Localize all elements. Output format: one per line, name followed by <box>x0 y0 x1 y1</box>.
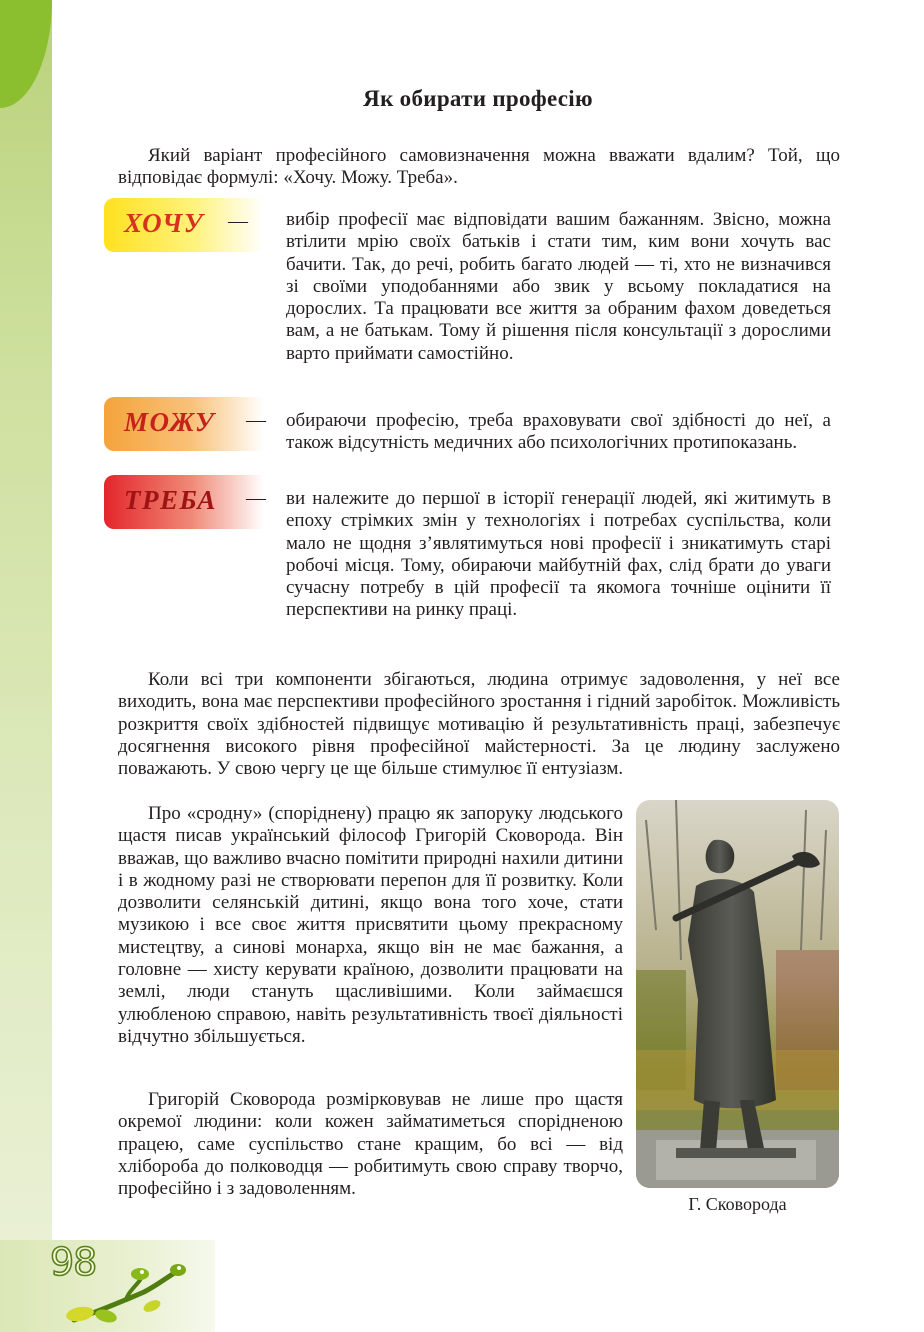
definition-want <box>286 209 831 365</box>
term-badge-want <box>104 198 264 252</box>
definition-need-text: ви належите до першої в історії генерації людей, які житимуть в епоху стрімких змін у технологіях і потребах суспільства, коли мало не щодня з’являтимуться нові професії і зникатимуть старі робочі місця. Тому, обираючи майбутній фах, слід брати до уваги сучасну потребу в цій професії та якомога точніше оцінити її перспективи на ринку праці. <box>286 488 831 621</box>
skovoroda-statue-photo <box>636 800 839 1188</box>
term-dash: — <box>228 210 248 232</box>
definition-can-text: обираючи професію, треба враховувати свої здібності до неї, а також відсутність медичних або психологічних протипоказань. <box>286 410 831 454</box>
definition-want-text: вибір професії має відповідати вашим бажанням. Звісно, можна втілити мрію своїх батьків і стати тим, ким вони хочуть вас бачити. Так, до речі, робить багато людей — ті, хто не визначився зі своїми уподобаннями або звик у всьому покладатися на дорослих. Та працювати все життя за обраним фахом доведеться вам, а не батькам. Тому й рішення після консультації з дорослими варто приймати самостійно. <box>286 209 831 364</box>
intro-paragraph: Який варіант професійного самовизначення можна вважати вдалим? Той, що відповідає формулі: «Хочу. Можу. Треба». <box>118 145 840 189</box>
term-need: ТРЕБА <box>124 485 217 515</box>
definition-can <box>286 410 831 455</box>
page-number: 98 <box>50 1240 97 1284</box>
photo-caption: Г. Сковорода <box>688 1194 787 1214</box>
term-dash: — <box>246 487 266 509</box>
page-title: Як обирати професію <box>363 86 593 111</box>
sprout-icon <box>66 1262 196 1324</box>
term-dash: — <box>246 409 266 431</box>
term-want: ХОЧУ <box>124 208 205 238</box>
term-badge-can <box>104 397 264 451</box>
term-can: МОЖУ <box>124 407 216 437</box>
side-decor-band <box>0 0 52 1240</box>
summary-paragraph: Коли всі три компоненти збігаються, людина отримує задоволення, у неї все виходить, вона має перспективи професійного зростання і гідний заробіток. Можливість розкриття своїх здібностей підвищує мотивацію й результативність праці, забезпечує досягнення високого рівня професійної майстерності. За це людину заслужено поважають. У свою чергу це ще більше стимулює її ентузіазм. <box>118 669 840 780</box>
term-badge-need <box>104 475 264 529</box>
skovoroda-paragraph-2: Григорій Сковорода розмірковував не лише про щастя окремої людини: коли кожен займатиметься спорідненою працею, саме суспільство стане кращим, бо всі — від хлібороба до полководця — робитимуть свою справу творчо, професійно і з задоволенням. <box>118 1089 623 1200</box>
definition-need <box>286 488 831 622</box>
skovoroda-paragraph-1: Про «сродну» (споріднену) працю як запоруку людського щастя писав український філософ Григорій Сковорода. Він вважав, що важливо вчасно помітити природні нахили дитини і в жодному разі не створювати перепон для її розвитку. Коли дозволити селянській дитині, якщо вона того хоче, стати музикою і все своє життя присвятити цьому прекрасному мистецтву, а синові монарха, якщо він не має бажання, а головне — хисту керувати країною, дозволити працювати на землі, люди стануть щасливішими. Коли займаєшся улюбленою справою, навіть результативність твоєї діяльності відчутно збільшується. <box>118 803 623 1047</box>
